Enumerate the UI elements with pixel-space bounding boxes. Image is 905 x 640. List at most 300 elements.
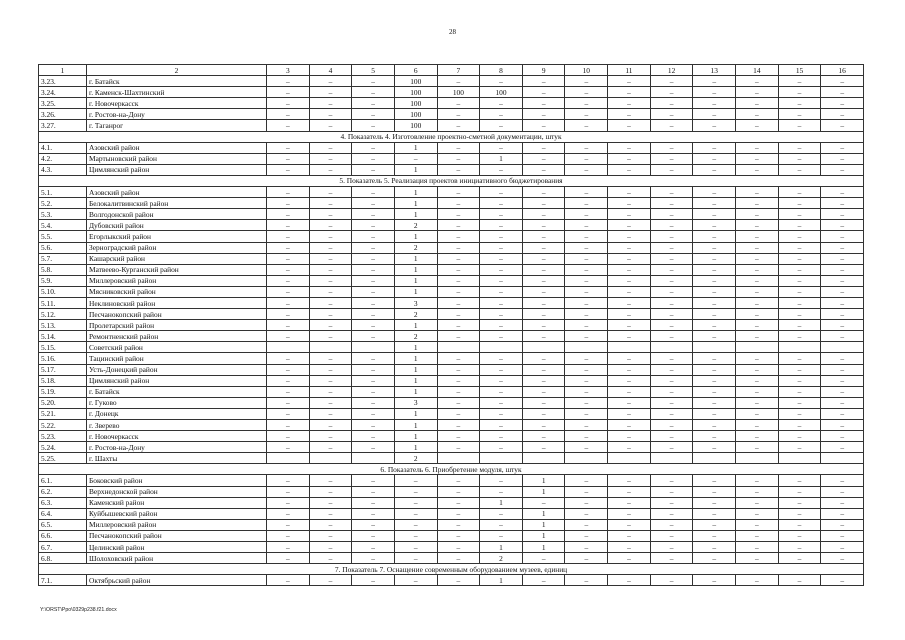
row-number: 3.25. <box>39 98 87 109</box>
value-cell: – <box>480 109 523 120</box>
value-cell: – <box>352 386 395 397</box>
value-cell: – <box>650 209 693 220</box>
value-cell: – <box>650 198 693 209</box>
value-cell: – <box>267 264 310 275</box>
value-cell: – <box>394 497 437 508</box>
value-cell: – <box>736 297 779 308</box>
value-cell: – <box>480 475 523 486</box>
value-cell: – <box>267 109 310 120</box>
header-cell: 2 <box>87 65 267 76</box>
value-cell: – <box>267 187 310 198</box>
value-cell: – <box>736 442 779 453</box>
value-cell: – <box>778 553 821 564</box>
value-cell: – <box>650 231 693 242</box>
value-cell: – <box>565 198 608 209</box>
value-cell: – <box>565 442 608 453</box>
value-cell: – <box>693 187 736 198</box>
value-cell: 1 <box>394 142 437 153</box>
row-name: Цимлянский район <box>87 375 267 386</box>
value-cell: – <box>437 98 480 109</box>
value-cell: – <box>565 475 608 486</box>
value-cell: – <box>267 120 310 131</box>
value-cell: – <box>650 442 693 453</box>
value-cell: – <box>693 198 736 209</box>
row-number: 6.5. <box>39 519 87 530</box>
value-cell: – <box>650 475 693 486</box>
row-number: 5.1. <box>39 187 87 198</box>
value-cell: – <box>821 397 864 408</box>
row-name: г. Шахты <box>87 453 267 464</box>
value-cell: – <box>693 331 736 342</box>
value-cell: – <box>821 198 864 209</box>
value-cell: – <box>309 109 352 120</box>
row-name: Боковский район <box>87 475 267 486</box>
value-cell: – <box>437 309 480 320</box>
value-cell: – <box>565 98 608 109</box>
value-cell: – <box>608 142 651 153</box>
header-cell: 14 <box>736 65 779 76</box>
value-cell: – <box>437 109 480 120</box>
value-cell: – <box>693 309 736 320</box>
value-cell: 1 <box>522 542 565 553</box>
value-cell: 1 <box>522 530 565 541</box>
value-cell: – <box>821 220 864 231</box>
value-cell <box>736 453 779 464</box>
value-cell: – <box>352 98 395 109</box>
value-cell: – <box>821 264 864 275</box>
row-name: г. Батайск <box>87 386 267 397</box>
value-cell <box>480 342 523 353</box>
header-cell: 11 <box>608 65 651 76</box>
value-cell: – <box>309 164 352 175</box>
value-cell: – <box>778 87 821 98</box>
value-cell: – <box>352 297 395 308</box>
value-cell: – <box>352 164 395 175</box>
value-cell: – <box>693 431 736 442</box>
value-cell: – <box>480 309 523 320</box>
value-cell: – <box>309 253 352 264</box>
value-cell: – <box>522 109 565 120</box>
row-name: Кашарский район <box>87 253 267 264</box>
value-cell <box>565 453 608 464</box>
row-name: Мясниковский район <box>87 286 267 297</box>
value-cell: – <box>736 508 779 519</box>
row-name: Егорлыкский район <box>87 231 267 242</box>
page-number: 28 <box>449 28 456 36</box>
value-cell: – <box>736 386 779 397</box>
row-number: 5.11. <box>39 297 87 308</box>
value-cell: – <box>309 264 352 275</box>
value-cell: – <box>778 442 821 453</box>
value-cell: – <box>352 120 395 131</box>
value-cell: – <box>821 519 864 530</box>
value-cell <box>693 342 736 353</box>
value-cell: – <box>565 109 608 120</box>
value-cell: – <box>693 530 736 541</box>
value-cell: – <box>309 275 352 286</box>
value-cell: – <box>650 530 693 541</box>
value-cell: – <box>267 497 310 508</box>
value-cell: – <box>522 87 565 98</box>
value-cell: – <box>480 508 523 519</box>
value-cell: – <box>608 286 651 297</box>
value-cell: – <box>821 530 864 541</box>
value-cell: – <box>693 153 736 164</box>
value-cell <box>437 453 480 464</box>
value-cell: – <box>650 297 693 308</box>
value-cell: – <box>736 164 779 175</box>
value-cell: – <box>522 442 565 453</box>
value-cell: – <box>693 420 736 431</box>
value-cell: – <box>650 331 693 342</box>
value-cell: – <box>267 386 310 397</box>
value-cell: – <box>352 286 395 297</box>
value-cell: – <box>437 364 480 375</box>
value-cell: – <box>821 76 864 87</box>
value-cell: – <box>650 264 693 275</box>
value-cell: – <box>437 264 480 275</box>
row-number: 5.17. <box>39 364 87 375</box>
value-cell: – <box>650 431 693 442</box>
row-number: 5.25. <box>39 453 87 464</box>
value-cell: – <box>821 98 864 109</box>
row-number: 6.1. <box>39 475 87 486</box>
value-cell: – <box>650 508 693 519</box>
value-cell: – <box>565 320 608 331</box>
value-cell: – <box>522 408 565 419</box>
value-cell: – <box>267 286 310 297</box>
header-cell: 9 <box>522 65 565 76</box>
value-cell: – <box>778 275 821 286</box>
value-cell: – <box>309 320 352 331</box>
value-cell: – <box>778 353 821 364</box>
value-cell: 100 <box>394 76 437 87</box>
table-row <box>39 286 864 297</box>
value-cell: – <box>736 431 779 442</box>
value-cell: – <box>437 408 480 419</box>
value-cell <box>309 453 352 464</box>
row-number: 3.23. <box>39 76 87 87</box>
value-cell: – <box>309 153 352 164</box>
value-cell: 1 <box>394 164 437 175</box>
value-cell: – <box>267 309 310 320</box>
value-cell: – <box>309 98 352 109</box>
value-cell: – <box>693 519 736 530</box>
value-cell: – <box>352 375 395 386</box>
value-cell: – <box>267 209 310 220</box>
row-number: 3.26. <box>39 109 87 120</box>
value-cell: 1 <box>394 442 437 453</box>
row-number: 5.21. <box>39 408 87 419</box>
file-path-footer: Y:\ORST\Ppo\0329p238.f21.docx <box>40 607 117 613</box>
table-row <box>39 153 864 164</box>
value-cell: – <box>309 353 352 364</box>
value-cell: – <box>352 575 395 586</box>
table-row <box>39 220 864 231</box>
value-cell: – <box>352 519 395 530</box>
table-row <box>39 553 864 564</box>
value-cell: – <box>565 187 608 198</box>
value-cell: – <box>778 486 821 497</box>
value-cell: – <box>693 575 736 586</box>
value-cell: – <box>480 320 523 331</box>
value-cell: – <box>565 331 608 342</box>
value-cell: – <box>821 353 864 364</box>
value-cell: – <box>480 397 523 408</box>
value-cell: – <box>437 209 480 220</box>
value-cell: – <box>650 353 693 364</box>
value-cell: – <box>267 353 310 364</box>
value-cell: – <box>693 220 736 231</box>
value-cell: – <box>778 508 821 519</box>
value-cell: – <box>693 142 736 153</box>
row-number: 5.16. <box>39 353 87 364</box>
value-cell: 1 <box>394 320 437 331</box>
header-cell: 5 <box>352 65 395 76</box>
value-cell: – <box>565 275 608 286</box>
value-cell: – <box>352 442 395 453</box>
value-cell: – <box>821 364 864 375</box>
value-cell: – <box>736 408 779 419</box>
value-cell: 1 <box>394 408 437 419</box>
value-cell: – <box>522 164 565 175</box>
value-cell: – <box>565 142 608 153</box>
value-cell: – <box>736 153 779 164</box>
value-cell: – <box>650 497 693 508</box>
row-name: Песчанокопский район <box>87 530 267 541</box>
table-row <box>39 386 864 397</box>
value-cell: – <box>480 353 523 364</box>
row-number: 5.9. <box>39 275 87 286</box>
table-row <box>39 431 864 442</box>
value-cell: – <box>821 109 864 120</box>
section-title: 7. Показатель 7. Оснащение современным оборудованием музеев, единиц <box>39 564 864 575</box>
value-cell: – <box>650 575 693 586</box>
value-cell: – <box>267 198 310 209</box>
value-cell: – <box>309 309 352 320</box>
value-cell <box>352 342 395 353</box>
value-cell: – <box>480 242 523 253</box>
value-cell: – <box>480 231 523 242</box>
value-cell: – <box>352 87 395 98</box>
value-cell: – <box>352 309 395 320</box>
row-name: г. Донецк <box>87 408 267 419</box>
table-row <box>39 164 864 175</box>
value-cell: – <box>522 386 565 397</box>
value-cell: – <box>309 209 352 220</box>
value-cell: – <box>736 553 779 564</box>
value-cell: – <box>650 420 693 431</box>
value-cell: – <box>309 142 352 153</box>
value-cell <box>778 453 821 464</box>
value-cell: – <box>352 231 395 242</box>
value-cell: – <box>778 386 821 397</box>
value-cell: – <box>821 242 864 253</box>
value-cell <box>480 453 523 464</box>
value-cell: – <box>608 120 651 131</box>
table-row <box>39 297 864 308</box>
value-cell: – <box>394 519 437 530</box>
value-cell: – <box>522 553 565 564</box>
value-cell: – <box>736 264 779 275</box>
value-cell: – <box>522 397 565 408</box>
value-cell: 2 <box>394 331 437 342</box>
row-number: 5.12. <box>39 309 87 320</box>
row-number: 5.14. <box>39 331 87 342</box>
row-name: Шолоховский район <box>87 553 267 564</box>
value-cell: – <box>608 253 651 264</box>
value-cell: – <box>693 164 736 175</box>
value-cell: – <box>736 220 779 231</box>
value-cell: – <box>565 431 608 442</box>
value-cell: – <box>352 508 395 519</box>
value-cell: – <box>565 497 608 508</box>
value-cell: – <box>352 475 395 486</box>
value-cell <box>608 342 651 353</box>
value-cell: – <box>522 142 565 153</box>
value-cell: – <box>736 275 779 286</box>
value-cell: – <box>821 209 864 220</box>
value-cell: – <box>821 120 864 131</box>
value-cell: – <box>608 420 651 431</box>
value-cell: – <box>522 331 565 342</box>
value-cell: – <box>522 320 565 331</box>
value-cell: – <box>778 253 821 264</box>
value-cell: – <box>736 542 779 553</box>
value-cell: – <box>608 164 651 175</box>
value-cell: 2 <box>394 309 437 320</box>
value-cell: – <box>608 364 651 375</box>
value-cell: – <box>565 508 608 519</box>
row-number: 5.20. <box>39 397 87 408</box>
value-cell: – <box>736 231 779 242</box>
row-number: 5.6. <box>39 242 87 253</box>
value-cell: – <box>267 220 310 231</box>
value-cell: – <box>309 542 352 553</box>
value-cell: – <box>650 253 693 264</box>
row-name: Миллеровский район <box>87 275 267 286</box>
value-cell: 1 <box>394 187 437 198</box>
value-cell: – <box>608 187 651 198</box>
value-cell: – <box>437 142 480 153</box>
value-cell: – <box>608 98 651 109</box>
value-cell: – <box>693 542 736 553</box>
value-cell: – <box>437 242 480 253</box>
value-cell <box>267 453 310 464</box>
value-cell: – <box>565 120 608 131</box>
value-cell: 1 <box>394 420 437 431</box>
value-cell: – <box>650 109 693 120</box>
value-cell: 1 <box>394 264 437 275</box>
value-cell: – <box>522 220 565 231</box>
value-cell: – <box>309 198 352 209</box>
value-cell: – <box>778 375 821 386</box>
section-row <box>39 131 864 142</box>
value-cell: – <box>565 519 608 530</box>
value-cell: – <box>693 442 736 453</box>
table-row <box>39 508 864 519</box>
value-cell: – <box>693 286 736 297</box>
value-cell: – <box>736 530 779 541</box>
value-cell: – <box>437 275 480 286</box>
value-cell: – <box>522 575 565 586</box>
value-cell: – <box>522 353 565 364</box>
value-cell: – <box>352 220 395 231</box>
value-cell: 1 <box>394 364 437 375</box>
value-cell: – <box>437 530 480 541</box>
row-name: г. Ростов-на-Дону <box>87 109 267 120</box>
value-cell: 2 <box>394 242 437 253</box>
row-name: г. Гуково <box>87 397 267 408</box>
value-cell: – <box>522 98 565 109</box>
value-cell: – <box>736 475 779 486</box>
value-cell: – <box>608 87 651 98</box>
value-cell: – <box>437 397 480 408</box>
value-cell: – <box>650 553 693 564</box>
value-cell: – <box>480 220 523 231</box>
value-cell: – <box>565 530 608 541</box>
value-cell <box>437 342 480 353</box>
section-title: 5. Показатель 5. Реализация проектов инициативного бюджетирования <box>39 175 864 186</box>
value-cell: – <box>352 497 395 508</box>
value-cell: – <box>778 331 821 342</box>
value-cell: – <box>608 408 651 419</box>
row-number: 7.1. <box>39 575 87 586</box>
value-cell: – <box>309 420 352 431</box>
value-cell: – <box>778 164 821 175</box>
value-cell: – <box>778 320 821 331</box>
value-cell: – <box>394 575 437 586</box>
value-cell: – <box>522 264 565 275</box>
value-cell: 100 <box>394 120 437 131</box>
value-cell: – <box>650 386 693 397</box>
value-cell: – <box>736 242 779 253</box>
value-cell: – <box>693 98 736 109</box>
value-cell: – <box>608 153 651 164</box>
value-cell: – <box>309 497 352 508</box>
value-cell: – <box>309 575 352 586</box>
row-number: 5.22. <box>39 420 87 431</box>
table-row <box>39 408 864 419</box>
table-row <box>39 442 864 453</box>
value-cell: – <box>267 519 310 530</box>
value-cell: – <box>693 242 736 253</box>
value-cell: – <box>778 309 821 320</box>
value-cell: – <box>309 431 352 442</box>
table-row <box>39 76 864 87</box>
value-cell: – <box>736 142 779 153</box>
value-cell: – <box>267 475 310 486</box>
value-cell: – <box>267 153 310 164</box>
value-cell: – <box>778 475 821 486</box>
row-number: 6.4. <box>39 508 87 519</box>
header-cell: 7 <box>437 65 480 76</box>
value-cell: – <box>821 431 864 442</box>
value-cell: 2 <box>394 220 437 231</box>
value-cell: – <box>480 331 523 342</box>
value-cell: – <box>309 120 352 131</box>
value-cell: – <box>267 87 310 98</box>
value-cell: – <box>650 542 693 553</box>
value-cell: 100 <box>394 98 437 109</box>
value-cell: – <box>352 253 395 264</box>
value-cell: – <box>736 286 779 297</box>
value-cell: – <box>693 475 736 486</box>
value-cell: – <box>437 187 480 198</box>
value-cell: – <box>522 187 565 198</box>
row-name: Дубовский район <box>87 220 267 231</box>
value-cell: – <box>778 542 821 553</box>
